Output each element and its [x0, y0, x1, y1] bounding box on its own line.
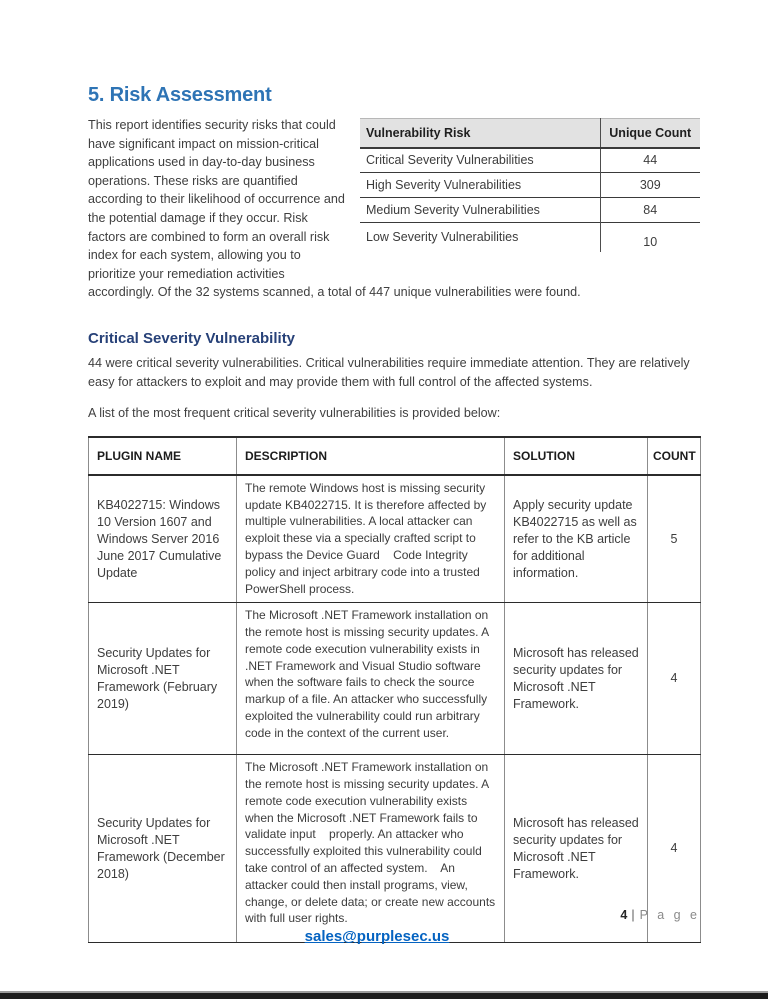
critical-vulnerabilities-table — [88, 436, 701, 944]
count-cell: 4 — [648, 755, 701, 943]
sales-email-link[interactable]: sales@purplesec.us — [304, 928, 450, 945]
risk-table-row — [360, 173, 700, 198]
footer-email-container — [0, 928, 754, 946]
vuln-table-row — [89, 603, 701, 755]
risk-table-row — [360, 198, 700, 223]
risk-table-header-row — [360, 119, 700, 148]
risk-table-header-count: Unique Count — [600, 119, 700, 148]
intro-paragraph: This report identifies security risks that could have significant impact on mission-critical applications used in day-to-day business operations. These risks are quantified according to their likelihood of occurrence and the potential damage if they occur. Risk factors are combined to form an overall risk index for each system, allowing you to prioritize your remediation activities accordingly. Of the 32 systems scanned, a total of 447 unique vulnerabilities were found. — [88, 118, 581, 300]
page-number-separator: | — [631, 908, 635, 922]
solution-cell: Microsoft has released security updates for Microsoft .NET Framework. — [505, 755, 648, 943]
vuln-header-solution: SOLUTION — [505, 437, 648, 475]
vuln-table-row — [89, 475, 701, 603]
vuln-header-plugin: PLUGIN NAME — [89, 437, 237, 475]
description-cell: The remote Windows host is missing security update KB4022715. It is therefore affected by multiple vulnerabilities. A local attacker can exploit these via a specially crafted script to bypass the Device Guard Code Integrity policy and inject arbitrary code into a trusted PowerShell process. — [237, 475, 505, 603]
plugin-name-cell: KB4022715: Windows 10 Version 1607 and Windows Server 2016 June 2017 Cumulative Update — [89, 475, 237, 603]
risk-label-cell: Low Severity Vulnerabilities — [360, 223, 600, 252]
vuln-header-count: COUNT — [648, 437, 701, 475]
description-cell: The Microsoft .NET Framework installation on the remote host is missing security updates. A remote code execution vulnerability exists in .NET Framework and Visual Studio software when the software fails to check the source markup of a file. An attacker who successfully exploited the vulnerability could run arbitrary code in the context of the current user. — [237, 603, 505, 755]
risk-count-cell: 309 — [600, 173, 700, 198]
count-cell: 5 — [648, 475, 701, 603]
risk-count-cell: 10 — [600, 223, 700, 252]
intro-section — [88, 116, 700, 315]
vuln-table-row — [89, 755, 701, 943]
page-number-line — [620, 908, 700, 922]
solution-cell: Microsoft has released security updates for Microsoft .NET Framework. — [505, 603, 648, 755]
risk-label-cell: High Severity Vulnerabilities — [360, 173, 600, 198]
list-intro-paragraph: A list of the most frequent critical severity vulnerabilities is provided below: — [88, 406, 501, 421]
risk-count-cell: 44 — [600, 148, 700, 173]
description-cell: The Microsoft .NET Framework installation on the remote host is missing security updates. A remote code execution vulnerability exists when the Microsoft .NET Framework fails to validate input properly. An attacker who successfully exploited this vulnerability could take control of an affected system. An attacker could then install programs, view, change, or delete data; or create new accounts with full user rights. — [237, 755, 505, 943]
risk-table-header-risk: Vulnerability Risk — [360, 119, 600, 148]
page-word: P a g e — [639, 908, 700, 922]
risk-table-row — [360, 223, 700, 252]
section-paragraph: 44 were critical severity vulnerabilities. Critical vulnerabilities require immediate attention. They are relatively easy for attackers to exploit and may provide them with full control of the affected systems. — [88, 355, 690, 389]
vuln-table-header-row — [89, 437, 701, 475]
page-number: 4 — [620, 908, 628, 922]
plugin-name-cell: Security Updates for Microsoft .NET Framework (December 2018) — [89, 755, 237, 943]
page-edge-bar — [0, 991, 768, 999]
risk-summary-table — [360, 118, 700, 252]
risk-count-cell: 84 — [600, 198, 700, 223]
vuln-header-description: DESCRIPTION — [237, 437, 505, 475]
plugin-name-cell: Security Updates for Microsoft .NET Framework (February 2019) — [89, 603, 237, 755]
risk-label-cell: Medium Severity Vulnerabilities — [360, 198, 600, 223]
section-heading: Critical Severity Vulnerability — [88, 329, 296, 347]
page-title: 5. Risk Assessment — [88, 84, 272, 106]
solution-cell: Apply security update KB4022715 as well as refer to the KB article for additional information. — [505, 475, 648, 603]
count-cell: 4 — [648, 603, 701, 755]
risk-table-row — [360, 148, 700, 173]
risk-label-cell: Critical Severity Vulnerabilities — [360, 148, 600, 173]
